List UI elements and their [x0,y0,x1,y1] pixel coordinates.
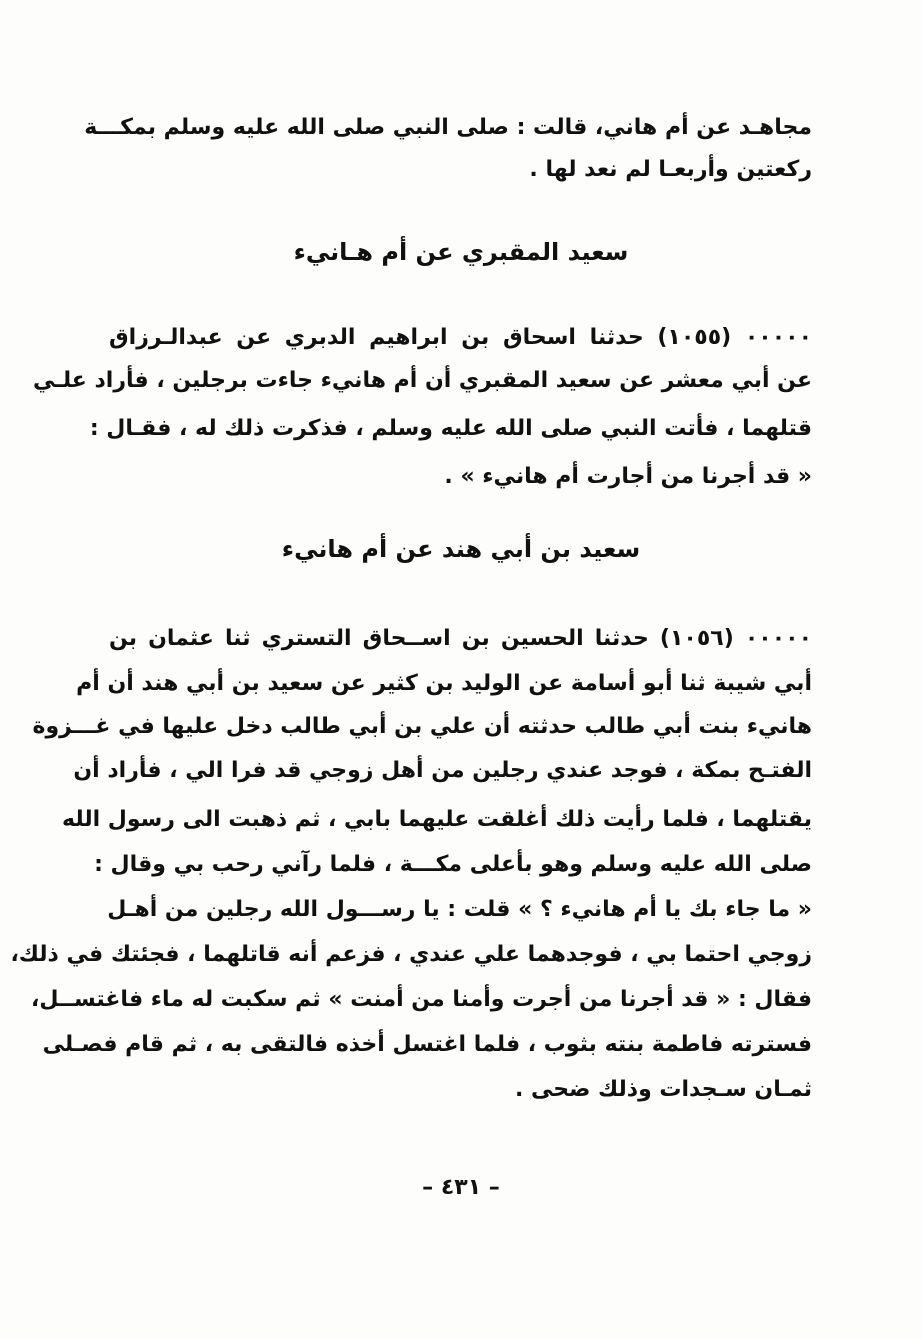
text-line: هانيء بنت أبي طالب حدثته أن علي بن أبي طالب دخل عليها في غـــزوة [32,714,812,739]
text-line: عن أبي معشر عن سعيد المقبري أن أم هانيء جاءت برجلين ، فأراد علـي [33,368,812,393]
text-line: قتلهما ، فأتت النبي صلى الله عليه وسلم ، فذكرت ذلك له ، فقـال : [89,416,812,441]
section-heading-2: سعيد بن أبي هند عن أم هانيء [281,535,641,563]
text-line: أبي شيبة ثنا أبو أسامة عن الوليد بن كثير عن سعيد بن أبي هند أن أم [76,671,812,696]
text-line: مجاهـد عن أم هاني، قالت : صلى النبي صلى الله عليه وسلم بمكـــة [84,115,812,140]
text-line: ٠٠٠٠٠ (١٠٥٥) حدثنا اسحاق بن ابراهيم الدبري عن عبدالـرزاق [109,325,813,350]
text-line: « ما جاء بك يا أم هانيء ؟ » قلت : يا رســـول الله رجلين من أهـل [107,897,812,922]
text-line: يقتلهما ، فلما رأيت ذلك أغلقت عليهما بابي ، ثم ذهبت الى رسول الله [62,807,812,832]
page-number: – ٤٣١ – [422,1175,500,1200]
text-line: فسترته فاطمة بنته بثوب ، فلما اغتسل أخذه فالتقى به ، ثم قام فصـلى [42,1032,812,1057]
text-line: صلى الله عليه وسلم وهو بأعلى مكـــة ، فلما رآني رحب بي وقال : [94,852,812,877]
text-line: فقال : « قد أجرنا من أجرت وأمنا من أمنت » ثم سكبت له ماء فاغتســل، [31,987,812,1012]
section-heading-1: سعيد المقبري عن أم هـانيء [293,238,629,266]
text-line: زوجي احتما بي ، فوجدهما علي عندي ، فزعم أنه قاتلهما ، فجئتك في ذلك، [10,942,812,967]
text-line: ٠٠٠٠٠ (١٠٥٦) حدثنا الحسين بن اســحاق التستري ثنا عثمان بن [109,626,812,651]
text-line: « قد أجرنا من أجارت أم هانيء » . [444,464,812,489]
text-line: ركعتين وأربعـا لم نعد لها . [529,157,812,182]
text-line: ثمـان سـجدات وذلك ضحى . [514,1077,812,1102]
text-line: الفتـح بمكة ، فوجد عندي رجلين من أهل زوجي قد فرا الي ، فأراد أن [73,758,812,783]
